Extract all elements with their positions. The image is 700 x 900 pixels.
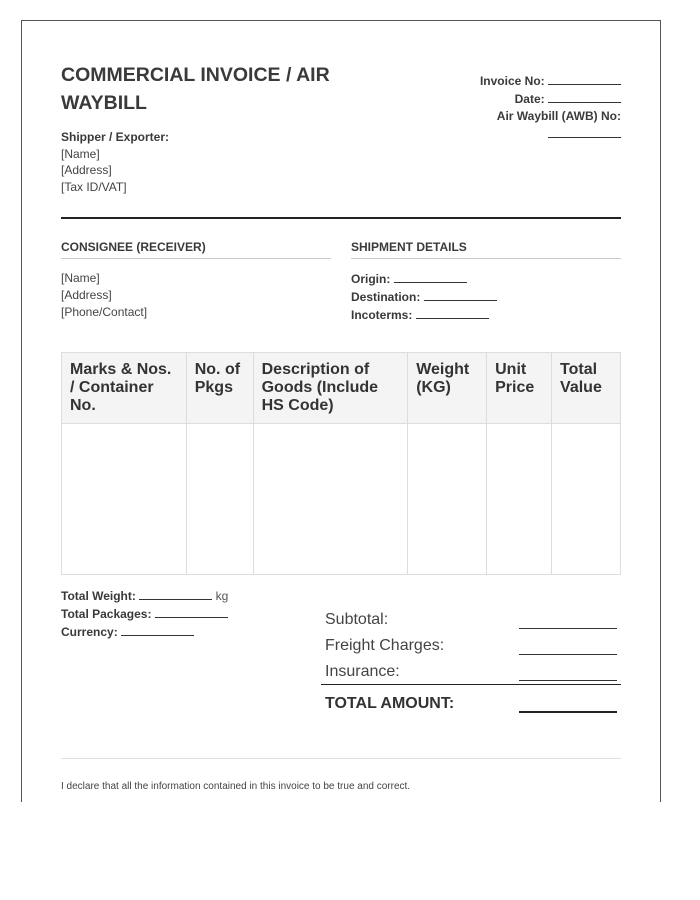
summary-block (321, 603, 621, 713)
shipper-address: [Address] (61, 163, 112, 178)
total-packages-label: Total Packages: (61, 607, 152, 621)
incoterms-row (351, 306, 497, 324)
incoterms-label: Incoterms: (351, 308, 413, 322)
items-table (61, 352, 621, 575)
subtotal-row (321, 603, 621, 629)
incoterms-field[interactable] (416, 306, 489, 319)
total-amount-row (321, 684, 621, 713)
origin-row (351, 270, 497, 288)
total-weight-row (61, 587, 228, 605)
origin-field[interactable] (394, 270, 467, 283)
shipment-heading: SHIPMENT DETAILS (351, 240, 621, 259)
subtotal-label: Subtotal: (325, 611, 389, 628)
shipper-name: [Name] (61, 146, 100, 161)
footer-divider (61, 758, 621, 759)
freight-row (321, 629, 621, 655)
date-label: Date: (514, 92, 545, 106)
header-divider (61, 217, 621, 219)
total-amount-label: TOTAL AMOUNT: (325, 695, 455, 712)
cell-description[interactable] (253, 424, 408, 575)
origin-label: Origin: (351, 272, 391, 286)
date-field[interactable] (548, 90, 621, 103)
consignee-block (61, 270, 147, 321)
date-row (480, 90, 621, 108)
freight-field[interactable] (519, 640, 617, 655)
invoice-meta (480, 72, 621, 143)
consignee-phone: [Phone/Contact] (61, 305, 148, 319)
cell-weight[interactable] (408, 424, 487, 575)
declaration-text: I declare that all the information contained in this invoice to be true and correct. (61, 781, 411, 792)
awb-row (480, 108, 621, 125)
document-title: COMMERCIAL INVOICE / AIR WAYBILL (61, 64, 330, 114)
table-row (62, 424, 621, 575)
awb-row-blank (480, 125, 621, 143)
weight-unit: kg (215, 589, 229, 603)
total-weight-field[interactable] (139, 587, 212, 600)
invoice-no-label: Invoice No: (479, 74, 545, 88)
shipper-label: Shipper / Exporter: (61, 130, 170, 144)
cell-unit-price[interactable] (487, 424, 552, 575)
subtotal-field[interactable] (519, 614, 617, 629)
insurance-label: Insurance: (325, 663, 400, 680)
freight-label: Freight Charges: (325, 637, 445, 654)
shipper-block (61, 129, 169, 196)
cell-marks[interactable] (62, 424, 187, 575)
consignee-name: [Name] (61, 271, 100, 285)
cell-total-value[interactable] (552, 424, 621, 575)
col-weight: Weight (KG) (408, 353, 487, 424)
col-marks: Marks & Nos. / Container No. (62, 353, 187, 424)
col-description: Description of Goods (Include HS Code) (253, 353, 408, 424)
invoice-no-row (480, 72, 621, 90)
consignee-address: [Address] (61, 288, 112, 302)
insurance-field[interactable] (519, 666, 617, 681)
awb-field[interactable] (548, 125, 621, 138)
currency-label: Currency: (61, 625, 118, 639)
destination-label: Destination: (351, 290, 421, 304)
shipment-block (351, 270, 497, 324)
insurance-row (321, 655, 621, 681)
table-header-row (62, 353, 621, 424)
currency-field[interactable] (121, 623, 194, 636)
invoice-no-field[interactable] (548, 72, 621, 85)
total-weight-label: Total Weight: (61, 589, 136, 603)
total-amount-field[interactable] (519, 697, 617, 713)
col-total-value: Total Value (552, 353, 621, 424)
totals-block (61, 587, 228, 641)
total-packages-field[interactable] (155, 605, 228, 618)
shipper-tax-id: [Tax ID/VAT] (61, 180, 127, 195)
destination-field[interactable] (424, 288, 497, 301)
awb-label: Air Waybill (AWB) No: (496, 109, 621, 123)
consignee-heading: CONSIGNEE (RECEIVER) (61, 240, 331, 259)
currency-row (61, 623, 228, 641)
destination-row (351, 288, 497, 306)
cell-pkgs[interactable] (186, 424, 253, 575)
col-pkgs: No. of Pkgs (186, 353, 253, 424)
col-unit-price: Unit Price (487, 353, 552, 424)
total-packages-row (61, 605, 228, 623)
